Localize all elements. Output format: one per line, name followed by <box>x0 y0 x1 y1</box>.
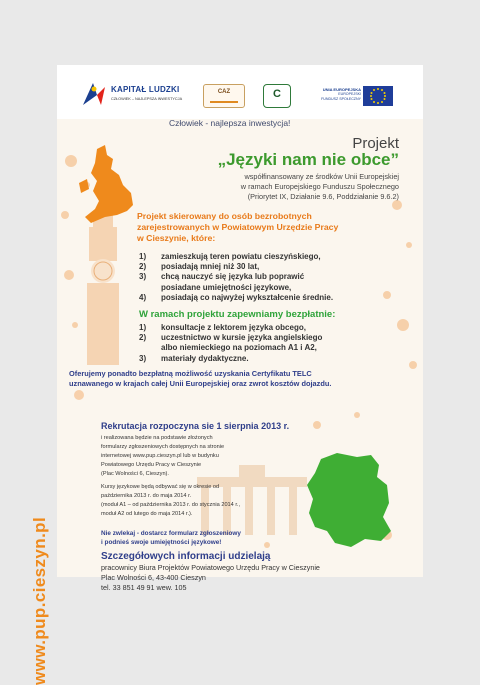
list-number: 2) <box>139 262 147 272</box>
cofinancing-line: (Priorytet IX, Działanie 9.6, Poddziałanie 9.6.2) <box>247 191 399 201</box>
cofinancing-line: współfinansowany ze środków Unii Europejskiej <box>244 172 399 181</box>
info-line: Powiatowego Urzędu Pracy w Cieszynie <box>101 462 202 468</box>
conditions-list <box>139 252 379 303</box>
recruitment-title: Rekrutacja rozpoczyna sie 1 sierpnia 2013 r. <box>101 421 290 431</box>
list-item <box>139 272 379 292</box>
target-group-heading <box>137 211 377 243</box>
contact-details <box>101 563 411 592</box>
kapital-ludzki-tagline: CZŁOWIEK – NAJLEPSZA INWESTYCJA <box>111 97 183 101</box>
eu-logo-line1: UNIA EUROPEJSKA <box>322 87 361 92</box>
list-text: albo niemieckiego na poziomach A1 i A2, <box>161 343 317 353</box>
contact-address: Plac Wolności 6, 43-400 Cieszyn <box>101 572 206 582</box>
cta-line: Nie zwlekaj - dostarcz formularz zgłoszeniowy <box>101 530 241 537</box>
kapital-ludzki-name: KAPITAŁ LUDZKI <box>111 85 180 94</box>
caz-logo-text: CAZ <box>217 89 231 95</box>
list-text: posiadają co najwyżej wykształcenie średnie. <box>161 292 334 302</box>
eu-logo-line2: EUROPEJSKI <box>338 92 361 97</box>
list-text: materiały dydaktyczne. <box>161 353 249 363</box>
list-text: chcą nauczyć się języka lub poprawić <box>161 272 305 282</box>
list-item <box>139 323 379 333</box>
offer-heading: W ramach projektu zapewniamy bezpłatnie: <box>139 309 336 320</box>
schedule-line: moduł A2 od lutego do maja 2014 r.). <box>101 511 193 517</box>
target-line: zarejestrowanych w Powiatowym Urzędzie Pracy <box>137 221 339 232</box>
call-to-action <box>101 529 321 547</box>
course-schedule <box>101 483 321 519</box>
cofinancing-line: w ramach Europejskiego Funduszu Społecznego <box>240 181 399 191</box>
list-number: 1) <box>139 252 147 261</box>
list-item <box>139 262 379 272</box>
list-text: zamieszkują teren powiatu cieszyńskiego, <box>161 252 321 261</box>
eu-flag-icon <box>363 86 393 106</box>
slogan: Człowiek - najlepsza inwestycja! <box>169 118 291 128</box>
info-line: internetowej www.pup.cieszyn.pl lub w budynku <box>101 453 219 459</box>
list-text: posiadane umiejętności językowe, <box>161 282 292 292</box>
logo-bar <box>57 65 423 119</box>
vertical-website-url[interactable] <box>30 485 58 685</box>
poster <box>30 65 423 685</box>
contact-title: Szczegółowych informacji udzielają <box>101 551 271 562</box>
list-text: konsultacje z lektorem języka obcego, <box>161 323 306 332</box>
recruitment-info <box>101 434 321 479</box>
cta-line: i podnieś swoje umiejętności językowe! <box>101 539 222 546</box>
telc-certificate-note <box>69 369 413 389</box>
schedule-line: (moduł A1 – od października 2013 r. do stycznia 2014 r., <box>101 502 240 508</box>
list-item <box>139 333 379 353</box>
list-text: uczestnictwo w kursie języka angielskiego <box>161 333 323 343</box>
list-item <box>139 354 379 364</box>
uk-map <box>79 145 133 223</box>
contact-line: pracownicy Biura Projektów Powiatowego Urzędu Pracy w Cieszynie <box>101 563 320 572</box>
target-line: Projekt skierowany do osób bezrobotnych <box>137 211 312 221</box>
list-text: posiadają mniej niż 30 lat, <box>161 262 260 272</box>
website-link[interactable]: www.pup.cieszyn.pl <box>30 516 49 685</box>
cofinancing-note <box>199 172 399 201</box>
info-line: i realizowana będzie na podstawie złożonych <box>101 435 213 441</box>
kapital-ludzki-icon <box>81 81 107 107</box>
info-line: (Plac Wolności 6, Cieszyn). <box>101 471 169 477</box>
telc-line: uznawanego w krajach całej Unii Europejskiej oraz zwrot kosztów dojazdu. <box>69 379 332 388</box>
list-number: 3) <box>139 272 147 282</box>
list-number: 2) <box>139 333 147 343</box>
cieszyn-logo-text: C <box>273 88 281 100</box>
list-number: 3) <box>139 353 147 363</box>
info-line: formularzy zgłoszeniowych dostępnych na stronie <box>101 444 225 450</box>
list-item <box>139 293 379 303</box>
eu-logo-line3: FUNDUSZ SPOŁECZNY <box>321 96 361 101</box>
telc-line: Oferujemy ponadto bezpłatną możliwość uzyskania Certyfikatu TELC <box>69 369 312 378</box>
cieszyn-logo <box>263 84 291 108</box>
schedule-line: Kursy językowe będą odbywać się w okresie od <box>101 484 220 490</box>
list-item <box>139 252 379 262</box>
kapital-ludzki-logo <box>81 79 191 113</box>
list-number: 4) <box>139 292 147 302</box>
eu-logo <box>315 86 395 108</box>
schedule-line: października 2013 r. do maja 2014 r. <box>101 493 192 499</box>
contact-phone: tel. 33 851 49 91 wew. 105 <box>101 582 187 592</box>
caz-logo <box>203 84 245 108</box>
project-label: Projekt <box>352 135 399 152</box>
offer-list <box>139 323 379 364</box>
list-number: 1) <box>139 323 147 332</box>
target-line: w Cieszynie, które: <box>137 232 216 243</box>
project-title: „Języki nam nie obce” <box>217 150 399 169</box>
